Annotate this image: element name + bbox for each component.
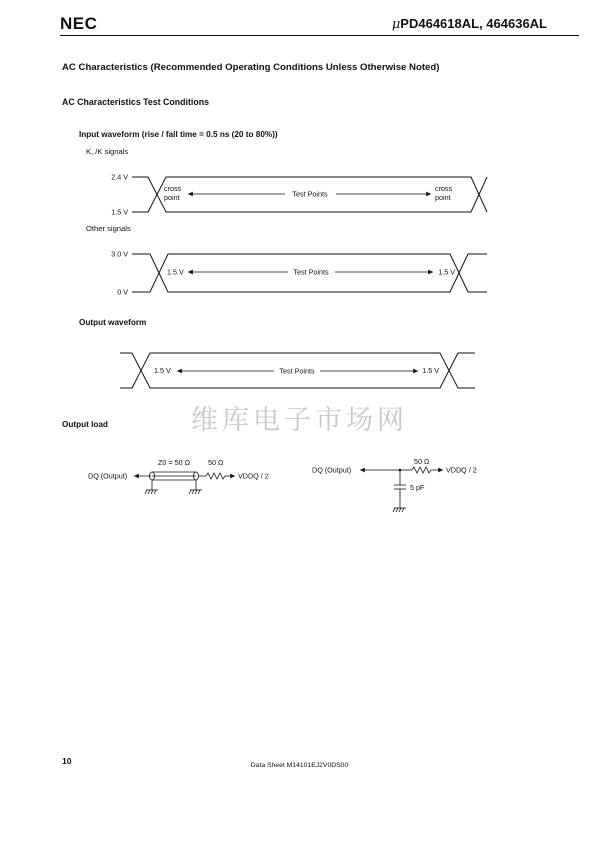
k-signals-label: K, /K signals	[86, 147, 129, 156]
part-number-text: PD464618AL, 464636AL	[400, 16, 547, 31]
nec-logo: NEC	[60, 14, 98, 33]
right-dq-label: DQ (Output)	[312, 465, 352, 475]
k-cross-right-2: point	[435, 193, 451, 202]
footer-doc-id: Data Sheet M14101EJ2V0DS00	[250, 762, 349, 769]
left-vddq-label: VDDQ / 2	[238, 471, 269, 481]
right-junction-dot	[399, 469, 402, 472]
output-load-title: Output load	[62, 420, 108, 429]
output-test-points: Test Points	[279, 366, 315, 376]
k-high-label: 2.4 V	[111, 172, 128, 182]
other-signals-label: Other signals	[86, 224, 131, 233]
subsection-title: AC Characteristics Test Conditions	[62, 97, 209, 107]
right-r-label: 50 Ω	[414, 457, 430, 466]
other-test-points: Test Points	[293, 267, 329, 277]
other-right-level: 1.5 V	[438, 267, 455, 277]
right-c-label: 5 pF	[410, 483, 425, 492]
k-low-label: 1.5 V	[111, 207, 128, 217]
load-circuit-right	[360, 467, 443, 512]
k-cross-left-1: cross	[164, 184, 182, 193]
k-test-points: Test Points	[292, 189, 328, 199]
output-left-level: 1.5 V	[154, 366, 171, 375]
left-dq-label: DQ (Output)	[88, 471, 128, 481]
other-left-level: 1.5 V	[167, 267, 184, 277]
k-cross-left-2: point	[164, 193, 180, 202]
other-low-label: 0 V	[117, 287, 128, 297]
input-waveform-title: Input waveform (rise / fall time = 0.5 ns (20 to 80%))	[79, 130, 278, 139]
output-right-level: 1.5 V	[422, 366, 439, 375]
k-cross-right-1: cross	[435, 184, 453, 193]
page-number: 10	[62, 756, 72, 766]
output-waveform-title: Output waveform	[79, 318, 147, 327]
other-high-label: 3.0 V	[111, 249, 128, 259]
load-circuit-left	[134, 472, 235, 494]
left-r-label: 50 Ω	[208, 458, 224, 467]
mu-symbol: μ	[391, 17, 401, 32]
watermark: 维库电子市场网	[191, 405, 408, 436]
right-vddq-label: VDDQ / 2	[446, 465, 477, 475]
left-z0-label: Z0 = 50 Ω	[158, 458, 190, 467]
section-title: AC Characteristics (Recommended Operating Conditions Unless Otherwise Noted)	[62, 62, 440, 73]
